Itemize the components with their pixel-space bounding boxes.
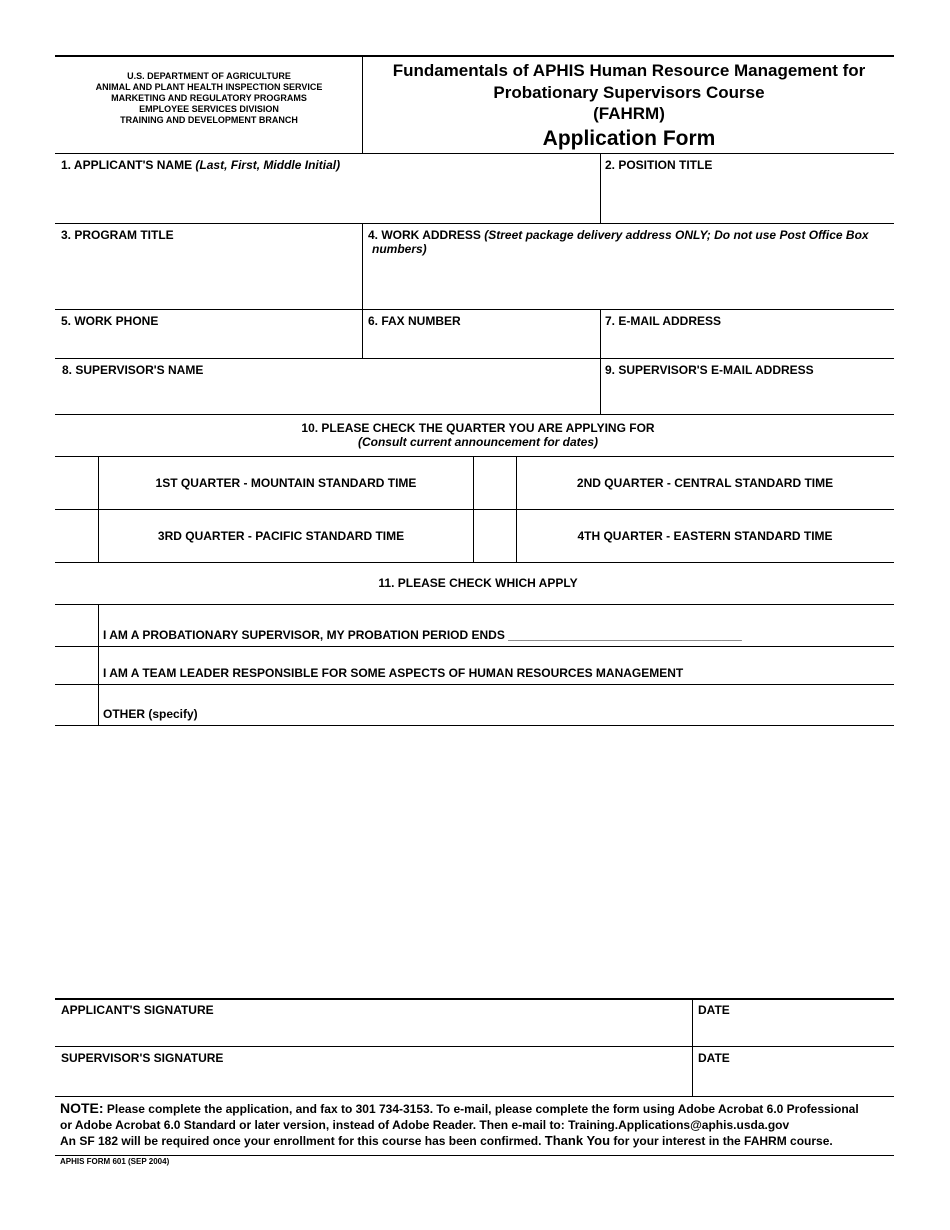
quarter-2-label: 2ND QUARTER - CENTRAL STANDARD TIME bbox=[576, 476, 834, 490]
applicant-signature-field[interactable] bbox=[60, 1020, 686, 1044]
form-id: APHIS FORM 601 (SEP 2004) bbox=[60, 1157, 170, 1166]
agency-line: MARKETING AND REGULATORY PROGRAMS bbox=[111, 93, 307, 103]
rule bbox=[55, 1096, 894, 1097]
applicant-date-field[interactable] bbox=[699, 1021, 891, 1045]
supervisor-signature-label: SUPERVISOR'S SIGNATURE bbox=[61, 1051, 224, 1065]
signature-top-rule bbox=[55, 998, 894, 1000]
rule bbox=[55, 309, 894, 310]
work-phone-field[interactable] bbox=[62, 332, 358, 356]
agency-line: ANIMAL AND PLANT HEALTH INSPECTION SERVICE bbox=[95, 82, 323, 92]
team-leader-checkbox[interactable] bbox=[56, 647, 98, 684]
fax-number-label: 6. FAX NUMBER bbox=[368, 314, 461, 328]
rule bbox=[55, 684, 894, 685]
program-title-label: 3. PROGRAM TITLE bbox=[61, 228, 174, 242]
agency-line: U.S. DEPARTMENT OF AGRICULTURE bbox=[127, 71, 291, 81]
work-phone-label: 5. WORK PHONE bbox=[61, 314, 159, 328]
quarter-2-checkbox[interactable] bbox=[474, 457, 516, 509]
note-line: An SF 182 will be required once your enrollment for this course has been confirmed. Thank You for your interest in the FAHRM course. bbox=[60, 1133, 833, 1148]
form-title: Application Form bbox=[542, 126, 716, 150]
note-line: NOTE: Please complete the application, and fax to 301 734-3153. To e-mail, please complete the form using Adobe Acrobat 6.0 Professional bbox=[60, 1100, 859, 1116]
quarter-4-checkbox[interactable] bbox=[474, 510, 516, 562]
quarter-3-checkbox[interactable] bbox=[56, 510, 98, 562]
course-title-line: Fundamentals of APHIS Human Resource Management for bbox=[392, 61, 866, 80]
rule bbox=[55, 414, 894, 415]
supervisor-email-label: 9. SUPERVISOR'S E-MAIL ADDRESS bbox=[605, 363, 814, 377]
supervisor-date-label: DATE bbox=[698, 1051, 730, 1065]
quarter-1-checkbox[interactable] bbox=[56, 457, 98, 509]
rule bbox=[55, 153, 894, 154]
thank-you-text: Thank You bbox=[544, 1133, 611, 1148]
quarter-4-label: 4TH QUARTER - EASTERN STANDARD TIME bbox=[577, 529, 833, 543]
fax-number-field[interactable] bbox=[369, 332, 598, 356]
quarter-heading: 10. PLEASE CHECK THE QUARTER YOU ARE APPLYING FOR bbox=[301, 421, 655, 435]
course-title bbox=[364, 60, 894, 152]
header-divider bbox=[362, 56, 363, 154]
applicant-name-field[interactable] bbox=[62, 180, 596, 218]
note-line: or Adobe Acrobat 6.0 Standard or later version, instead of Adobe Reader. Then e-mail to: Training.Applications@aphis.usda.gov bbox=[60, 1117, 790, 1132]
work-address-label: 4. WORK ADDRESS (Street package delivery address ONLY; Do not use Post Office Box numbers) bbox=[368, 228, 869, 256]
other-specify-field[interactable] bbox=[210, 704, 894, 724]
rule bbox=[55, 646, 894, 647]
other-label: OTHER (specify) bbox=[103, 707, 198, 721]
rule bbox=[55, 604, 894, 605]
probationary-supervisor-label: I AM A PROBATIONARY SUPERVISOR, MY PROBATION PERIOD ENDS ___________________________________ bbox=[103, 628, 742, 642]
agency-block bbox=[56, 71, 362, 126]
agency-line: EMPLOYEE SERVICES DIVISION bbox=[139, 104, 279, 114]
divider bbox=[692, 999, 693, 1096]
probationary-supervisor-checkbox[interactable] bbox=[56, 605, 98, 646]
quarter-1-label: 1ST QUARTER - MOUNTAIN STANDARD TIME bbox=[155, 476, 417, 490]
applicant-date-label: DATE bbox=[698, 1003, 730, 1017]
course-title-line: Probationary Supervisors Course bbox=[493, 82, 765, 102]
quarter-3-label: 3RD QUARTER - PACIFIC STANDARD TIME bbox=[157, 529, 405, 543]
other-checkbox[interactable] bbox=[56, 685, 98, 725]
divider bbox=[600, 310, 601, 414]
rule bbox=[55, 358, 894, 359]
divider bbox=[600, 154, 601, 223]
agency-line: TRAINING AND DEVELOPMENT BRANCH bbox=[120, 115, 298, 125]
supervisor-name-field[interactable] bbox=[62, 382, 596, 410]
rule bbox=[55, 562, 894, 563]
program-title-field[interactable] bbox=[62, 252, 358, 304]
footer-rule bbox=[55, 1155, 894, 1156]
applicant-name-label: 1. APPLICANT'S NAME (Last, First, Middle Initial) bbox=[61, 158, 341, 172]
email-field[interactable] bbox=[606, 332, 892, 356]
instructions-note bbox=[60, 1101, 900, 1150]
position-title-label: 2. POSITION TITLE bbox=[605, 158, 713, 172]
rule bbox=[55, 223, 894, 224]
header-top-rule bbox=[55, 55, 894, 57]
supervisor-email-field[interactable] bbox=[606, 382, 892, 410]
position-title-field[interactable] bbox=[606, 180, 892, 218]
rule bbox=[55, 725, 894, 726]
quarter-subheading: (Consult current announcement for dates) bbox=[357, 435, 599, 449]
team-leader-label: I AM A TEAM LEADER RESPONSIBLE FOR SOME ASPECTS OF HUMAN RESOURCES MANAGEMENT bbox=[103, 666, 684, 680]
email-label: 7. E-MAIL ADDRESS bbox=[605, 314, 722, 328]
applies-heading: 11. PLEASE CHECK WHICH APPLY bbox=[378, 576, 578, 590]
supervisor-name-label: 8. SUPERVISOR'S NAME bbox=[62, 363, 204, 377]
divider bbox=[98, 605, 99, 726]
applicant-signature-label: APPLICANT'S SIGNATURE bbox=[61, 1003, 214, 1017]
note-label: NOTE: bbox=[60, 1100, 104, 1116]
course-title-line: (FAHRM) bbox=[593, 104, 665, 123]
rule bbox=[55, 1046, 894, 1047]
supervisor-date-field[interactable] bbox=[699, 1069, 891, 1093]
supervisor-signature-field[interactable] bbox=[60, 1068, 686, 1092]
divider bbox=[362, 224, 363, 358]
work-address-field[interactable] bbox=[370, 262, 890, 308]
